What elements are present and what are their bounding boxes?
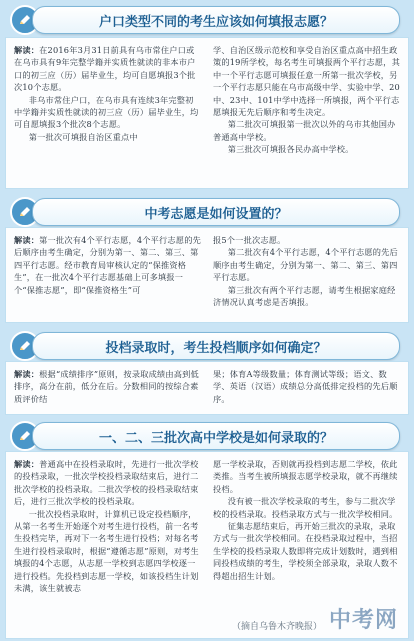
section-batch-admission bbox=[0, 420, 414, 641]
section-body bbox=[6, 362, 408, 414]
paragraph-text: 根据“成绩排序”原则，按录取成绩由高到低排序，高分在前，低分在后。分数相同的按综合素质评价结 bbox=[14, 369, 199, 404]
paragraph bbox=[14, 368, 201, 405]
lead-label: 解读： bbox=[14, 459, 40, 469]
paragraph bbox=[14, 44, 201, 94]
paragraph: 果；体育A等级数量；体育测试等级；语文、数学、英语（汉语）成绩总分高低排定投档的先后顺序。 bbox=[213, 369, 398, 404]
paragraph: 学、自治区级示范校和享受自治区重点高中招生政策的19所学校，每名考生可填报两个平行志愿，其中一个平行志愿可填报任意一所第一批次学校，另一个平行志愿只能在乌市高级中学、实验中学、20中、23中、101中学中选择一所填报，两个平行志愿填报无先后顺序和考生决定。 bbox=[213, 45, 400, 118]
column-left bbox=[14, 234, 201, 316]
lead-label: 解读： bbox=[14, 235, 40, 245]
section-volunteer-setting bbox=[0, 196, 414, 326]
section-title: 投档录取时，考生投档顺序如何确定？ bbox=[32, 332, 400, 360]
column-left bbox=[14, 368, 201, 408]
paragraph: 第二批次可填报第一批次以外的乌市其他国办普通高中学校。 bbox=[213, 119, 396, 142]
section-title: 中考志愿是如何设置的？ bbox=[32, 198, 400, 226]
section-admission-order bbox=[0, 330, 414, 416]
paragraph: 报5个一批次志愿。 bbox=[213, 235, 286, 245]
lead-label: 解读： bbox=[14, 369, 40, 379]
paragraph bbox=[14, 234, 201, 296]
section-household-type bbox=[0, 4, 414, 192]
lead-label: 解读： bbox=[14, 45, 40, 55]
paragraph bbox=[14, 458, 201, 508]
paragraph-text: 第一批次有4个平行志愿，4个平行志愿的先后顺序由考生确定，分别为第一、第二、第三、第四平行志愿。经市教育局审核认定的“保推资格生”，在一批次4个平行志愿基础上可多填报一个“保推志愿”，即“保推资格生”可 bbox=[14, 235, 201, 295]
column-right bbox=[213, 368, 400, 408]
paragraph: 征集志愿结束后，再开始三批次的录取，录取方式与一批次学校相同。在投档录取过程中，当招生学校的投档录取人数即将完成计划数时，遇到相同投档成绩的考生，学校须全部录取，录取人数不得超出招生计划。 bbox=[213, 521, 398, 581]
paragraph: 第一批次可填报自治区重点中 bbox=[28, 131, 138, 142]
paragraph: 第三批次可填报各民办高中学校。 bbox=[227, 144, 354, 155]
paragraph: 一批次投档录取时，计算机已设定投档顺序，从第一名考生开始逐个对考生进行投档，前一名考生投档完毕，再对下一名考生进行投档；对每名考生进行投档录取时，根据“遵循志愿”原则，对考生填报的4个志愿，从志愿一学校到志愿四学校逐一进行投档。先投档到志愿一学校，如该投档生计划未满，该生就被志 bbox=[14, 508, 199, 594]
section-body bbox=[6, 452, 408, 638]
column-right bbox=[213, 44, 400, 182]
paragraph: 没有被一批次学校录取的考生，参与二批次学校的投档录取。投档录取方式与一批次学校相同。 bbox=[213, 496, 398, 519]
source-credit: （摘自乌鲁木齐晚报） bbox=[231, 622, 322, 632]
paragraph: 非乌市常住户口，在乌市具有连续3年完整初中学籍并实质性就读的初三应（历）届毕业生，均可自愿填报3个批次8个志愿。 bbox=[14, 94, 199, 130]
column-left bbox=[14, 458, 201, 632]
paragraph-text: 在2016年3月31日前具有乌市常住户口或在乌市具有9年完整学籍并实质性就读的非本市户口的初三应（历）届毕业生，均可自愿填报3个批次10个志愿。 bbox=[14, 45, 196, 93]
section-title: 户口类型不同的考生应该如何填报志愿？ bbox=[32, 6, 400, 34]
section-title: 一、二、三批次高中学校是如何录取的？ bbox=[32, 422, 400, 450]
paragraph: 第二批次有4个平行志愿，4个平行志愿的先后顺序由考生确定，分别为第一、第二、第三、第四平行志愿。 bbox=[213, 247, 398, 283]
paragraph: 第三批次有两个平行志愿，请考生根据家庭经济情况认真考虑是否填报。 bbox=[213, 284, 396, 308]
site-watermark: 中考网 bbox=[328, 608, 398, 633]
paragraph: 愿一学校录取，否则就再投档到志愿二学校，依此类推。当考生被所填报志愿学校录取，就不再继续投档。 bbox=[213, 459, 398, 494]
section-body bbox=[6, 38, 408, 188]
column-right bbox=[213, 234, 400, 316]
column-left bbox=[14, 44, 201, 182]
paragraph-text: 普通高中在投档录取时，先进行一批次学校的投档录取，一批次学校投档录取结束后，进行二批次学校的投档录取。二批次学校的投档录取结束后，进行三批次学校的投档录取。 bbox=[14, 459, 199, 507]
section-body bbox=[6, 228, 408, 322]
